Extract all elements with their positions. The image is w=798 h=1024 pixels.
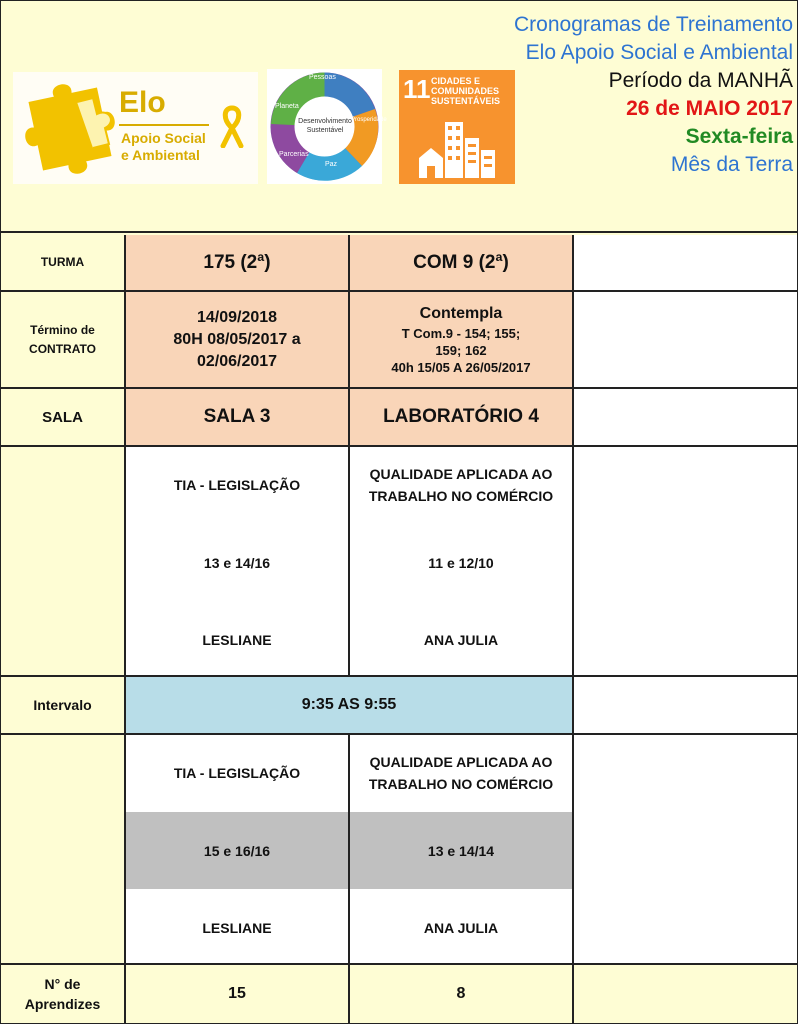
goal-title: CIDADES E COMUNIDADES SUSTENTÁVEIS xyxy=(431,76,501,106)
title-block xyxy=(514,11,793,179)
subject: QUALIDADE APLICADA AO TRABALHO NO COMÉRCIO xyxy=(368,754,554,792)
break-time: 9:35 AS 9:55 xyxy=(126,677,574,735)
row-label: Intervalo xyxy=(1,677,126,735)
row-label: Término de CONTRATO xyxy=(1,292,126,389)
subject: QUALIDADE APLICADA AO TRABALHO NO COMÉRCIO xyxy=(368,466,554,504)
lessons: 11 e 12/10 xyxy=(428,555,494,571)
sustainable-development-wheel xyxy=(267,69,387,184)
period: Período da MANHÃ xyxy=(608,69,793,92)
teacher: ANA JULIA xyxy=(423,632,499,648)
session2-col2 xyxy=(350,735,574,965)
session1-col1 xyxy=(126,447,350,677)
wheel-center-text: Desenvolvimento Sustentável xyxy=(298,118,352,134)
teacher: ANA JULIA xyxy=(423,920,499,936)
title-line-1: Cronogramas de Treinamento xyxy=(514,13,793,36)
goal-number: 11 xyxy=(403,74,431,104)
termino-col1: 14/09/2018 80H 08/05/2017 a 02/06/2017 xyxy=(126,292,350,389)
header xyxy=(1,1,797,233)
sdg-11-logo xyxy=(399,70,515,184)
title-line-2: Elo Apoio Social e Ambiental xyxy=(525,41,793,64)
wheel-label-pessoas: Pessoas xyxy=(309,74,336,81)
row-label: SALA xyxy=(1,389,126,447)
wheel-label-parcerias: Parcerias xyxy=(279,151,309,158)
session1-col2 xyxy=(350,447,574,677)
sala-col1: SALA 3 xyxy=(126,389,350,447)
aprendizes-col1: 15 xyxy=(126,965,350,1023)
month-theme: Mês da Terra xyxy=(670,153,793,176)
aprendizes-col2: 8 xyxy=(350,965,574,1023)
empty-cell xyxy=(574,292,797,389)
termino-col2: Contempla T Com.9 - 154; 155; 159; 162 40h 15/05 A 26/05/2017 xyxy=(350,292,574,389)
lessons: 13 e 14/14 xyxy=(350,812,572,889)
empty-cell xyxy=(574,735,797,965)
row-label: N° de Aprendizes xyxy=(1,965,126,1023)
lessons: 15 e 16/16 xyxy=(126,812,348,889)
ribbon-icon xyxy=(219,104,245,148)
weekday: Sexta-feira xyxy=(685,125,793,148)
empty-cell xyxy=(574,389,797,447)
empty-cell xyxy=(574,677,797,735)
row-label: TURMA xyxy=(1,235,126,292)
subject: TIA - LEGISLAÇÃO xyxy=(173,765,301,781)
wheel-label-prosperidade: Prosperidade xyxy=(351,117,387,123)
turma-col1: 175 (2ª) xyxy=(126,235,350,292)
subject: TIA - LEGISLAÇÃO xyxy=(173,477,301,493)
elo-name: Elo xyxy=(119,86,166,119)
elo-logo xyxy=(13,72,258,184)
date: 26 de MAIO 2017 xyxy=(626,97,793,120)
session2-col1 xyxy=(126,735,350,965)
empty-cell xyxy=(574,235,797,292)
teacher: LESLIANE xyxy=(202,920,272,936)
empty-cell xyxy=(574,447,797,677)
empty-cell xyxy=(574,965,797,1023)
wheel-label-paz: Paz xyxy=(325,161,338,168)
elo-tagline: Apoio Social e Ambiental xyxy=(121,130,206,163)
row-label xyxy=(1,735,126,965)
sala-col2: LABORATÓRIO 4 xyxy=(350,389,574,447)
lessons: 13 e 14/16 xyxy=(203,555,271,571)
wheel-label-planeta: Planeta xyxy=(275,103,299,110)
city-buildings-icon xyxy=(417,114,497,180)
teacher: LESLIANE xyxy=(202,632,272,648)
turma-col2: COM 9 (2ª) xyxy=(350,235,574,292)
row-label xyxy=(1,447,126,677)
